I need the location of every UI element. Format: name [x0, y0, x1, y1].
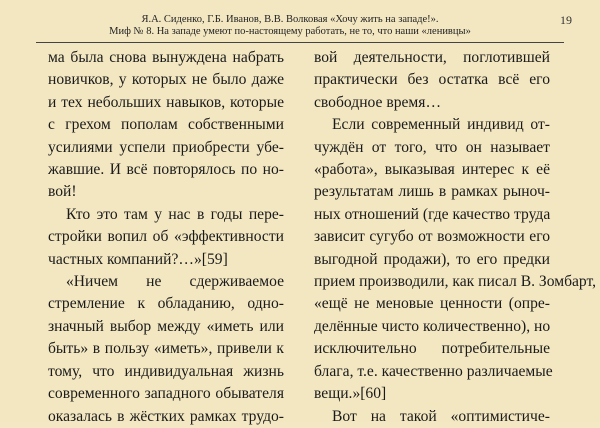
text-line: чуждён от того, что он называет [314, 138, 550, 156]
text-line: стремление к обладанию, одно- [48, 295, 284, 313]
text-line: «ещё не меновые ценности (опре- [314, 295, 550, 313]
text-line: оказалась в жёстких рамках трудо- [48, 407, 284, 425]
text-line: Кто это там у нас в годы пере- [66, 205, 284, 223]
text-line: «работа», выказывая интерес к её [314, 161, 550, 179]
text-line: жавшие. И всё повторялось по но- [48, 161, 284, 179]
page-number: 19 [560, 13, 572, 27]
text-line: результатам лишь в рамках рыноч- [314, 183, 550, 201]
text-line: прием производили, как писал В. Зомбарт, [314, 273, 597, 291]
text-line: практически без остатка всё его [314, 71, 550, 89]
text-line: ных отношений (где качество труда [314, 205, 551, 223]
text-line: выгодной продажи), то его предки [314, 250, 550, 268]
text-line: вещи.»[60] [314, 385, 387, 403]
right-column [314, 47, 597, 428]
text-line: стройки вопил об «эффективности [48, 228, 284, 246]
text-line: усилиями успели приобрести убе- [48, 138, 284, 156]
text-line: делённые чисто количественно), но [314, 317, 551, 335]
text-line: Если современный индивид от- [332, 116, 550, 134]
text-line: вой! [48, 183, 77, 201]
running-header [30, 14, 550, 38]
header-line-2: Миф № 8. На западе умеют по-настоящему работать, не то, что наши «ленивцы» [109, 26, 471, 37]
text-line: с грехом пополам собственными [48, 116, 284, 134]
text-line: зависит сугубо от возможности его [314, 228, 550, 246]
text-line: тому, что индивидуальная жизнь [48, 362, 284, 380]
text-line: современного западного обывателя [48, 385, 284, 403]
text-line: частных компаний?…»[59] [48, 250, 228, 268]
text-line: блага, т.е. качественно различаемые [314, 362, 553, 380]
header-divider [36, 42, 564, 43]
text-line: исключительно потребительные [314, 340, 550, 358]
text-line: новичков, у которых не было даже [48, 71, 284, 89]
text-line: ма была снова вынуждена набрать [48, 49, 284, 66]
text-line: свободное время… [314, 93, 442, 111]
text-line: быть» в пользу «иметь», привели к [48, 340, 284, 358]
text-line: Вот на такой «оптимистиче- [332, 407, 550, 425]
left-column [48, 47, 284, 428]
text-line: «Ничем не сдерживаемое [66, 273, 284, 291]
header-line-1: Я.А. Сиденко, Г.Б. Иванов, В.В. Волковая «Хочу жить на западе!». [141, 14, 439, 25]
text-line: вой деятельности, поглотившей [314, 49, 550, 66]
text-line: значный выбор между «иметь или [48, 317, 284, 335]
text-line: и тех небольших навыков, которые [48, 93, 284, 111]
